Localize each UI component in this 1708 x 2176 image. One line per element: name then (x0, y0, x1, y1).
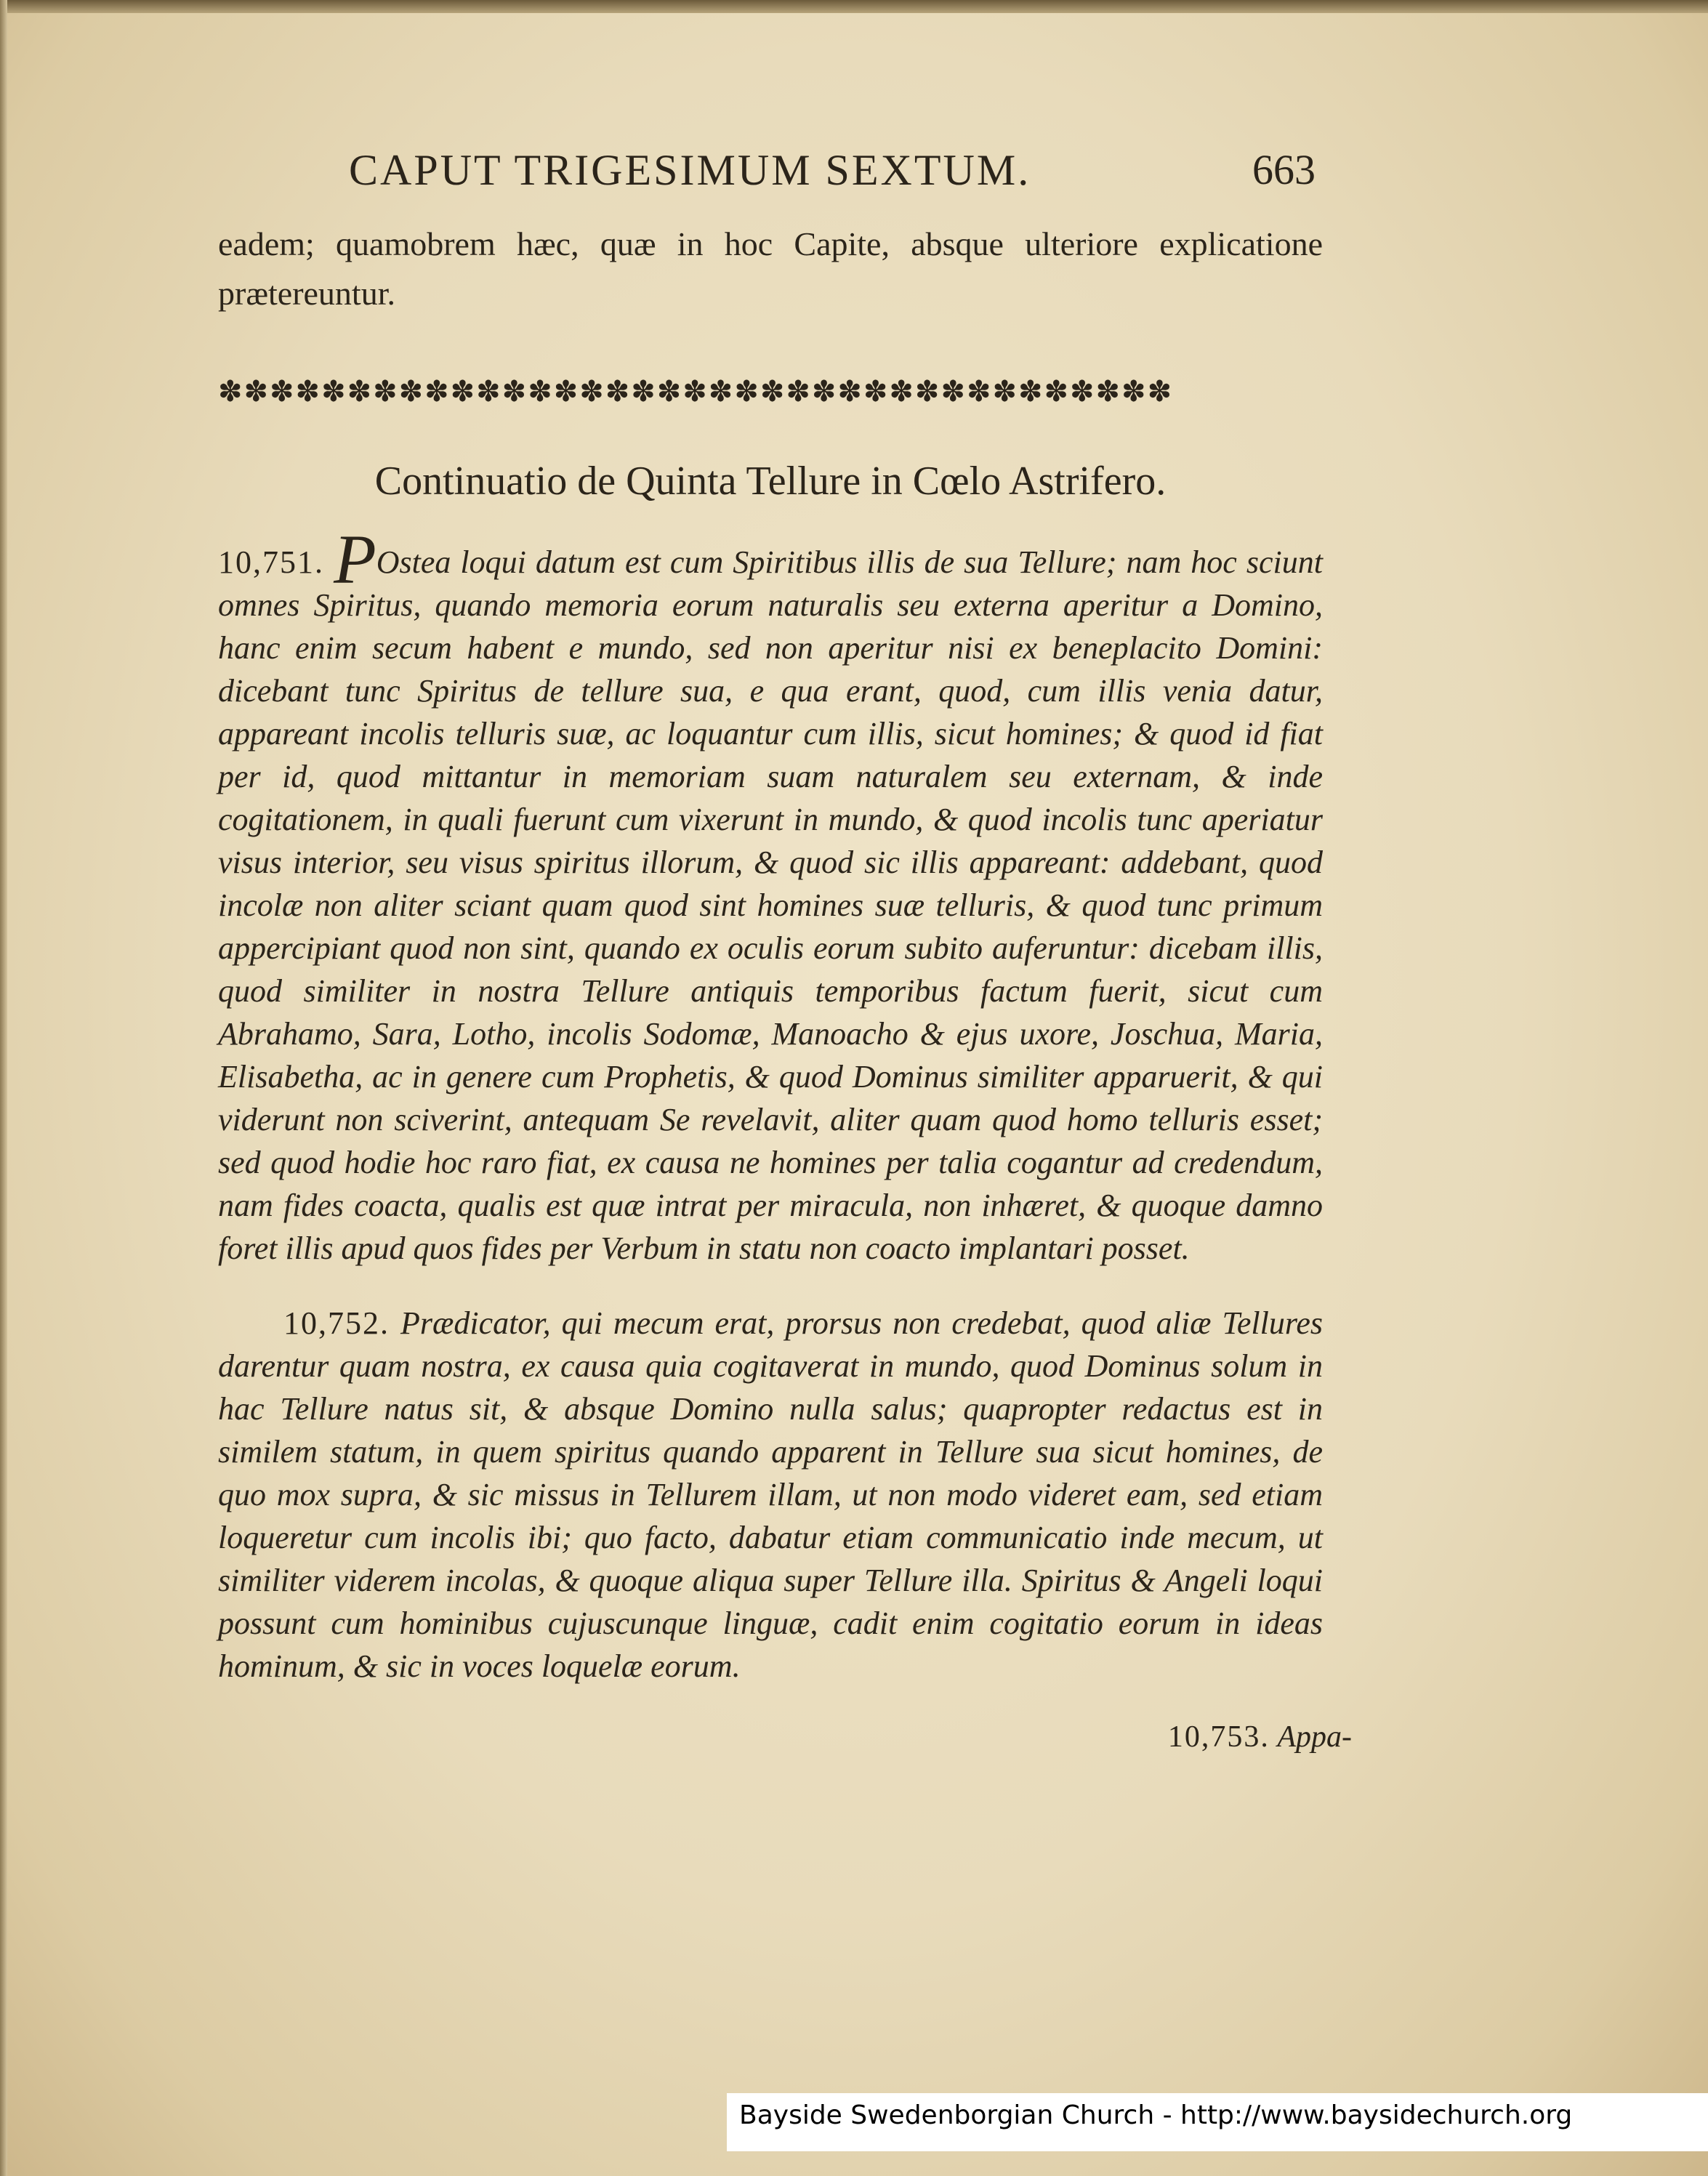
chapter-title: CAPUT TRIGESIMUM SEXTUM. (349, 146, 1031, 194)
page-left-edge (0, 0, 7, 2176)
paragraph-number: 10,752. (283, 1305, 390, 1341)
running-head (218, 145, 1323, 211)
initial-letter: P (334, 520, 376, 598)
paragraph-number: 10,751. (218, 544, 324, 580)
continuation-text: eadem; quamobrem hæc, quæ in hoc Capite, absque ulteriore explicatione prætereuntur. (218, 225, 1323, 312)
paragraph-10751 (218, 520, 1323, 1270)
catchword-text: Appa- (1277, 1720, 1352, 1754)
book-page (218, 145, 1352, 1754)
catchword-number: 10,753. (1167, 1720, 1270, 1754)
page-number: 663 (1252, 146, 1316, 193)
paragraph-10752 (218, 1302, 1323, 1688)
footer-credit: Bayside Swedenborgian Church - http://www.baysidechurch.org (739, 2100, 1573, 2130)
catchword (218, 1720, 1352, 1754)
page-top-edge (0, 0, 1708, 13)
section-heading: Continuatio de Quinta Tellure in Cœlo Astrifero. (374, 459, 1167, 504)
ornament-divider: ✽✽✽✽✽✽✽✽✽✽✽✽✽✽✽✽✽✽✽✽✽✽✽✽✽✽✽✽✽✽✽✽✽✽✽✽✽ (218, 375, 1174, 408)
paragraph-text: Prædicator, qui mecum erat, prorsus non credebat, quod aliæ Tellures darentur quam nostra, ex causa quia cogitaverat in mundo, quod Dominus solum in hac Tellure natus sit, & absque Domino nulla salus; quapropter redactus est in similem statum, in quem spiritus quando apparent in Tellure sua sicut homines, de quo mox supra, & sic missus in Tellurem illam, ut non modo videret eam, sed etiam loqueretur cum incolis ibi; quo facto, dabatur etiam communicatio inde mecum, ut similiter viderem incolas, & quoque aliqua super Tellure illa. Spiritus & Angeli loqui possunt cum hominibus cujuscunque linguæ, cadit enim cogitatio eorum in ideas hominum, & sic in voces loquelæ eorum. (218, 1305, 1324, 1684)
paragraph-text: Ostea loqui datum est cum Spiritibus illis de sua Tellure; nam hoc sciunt omnes Spiritus, quando memoria eorum naturalis seu externa aperitur a Domino, hanc enim secum habent e mundo, sed non aperitur nisi ex beneplacito Domini: dicebant tunc Spiritus de tellure sua, e qua erant, quod, cum illis venia datur, appareant incolis telluris suæ, ac loquantur cum illis, sicut homines; & quod id fiat per id, quod mittantur in memoriam suam naturalem seu externam, & inde cogitationem, in quali fuerunt cum vixerunt in mundo, & quod incolis tunc aperiatur visus interior, seu visus spiritus illorum, & quod sic illis appareant: addebant, quod incolæ non aliter sciant quam quod sint homines suæ telluris, & quod tunc primum appercipiant quod non sint, quando ex oculis eorum subito auferuntur: dicebam illis, quod similiter in nostra Tellure antiquis temporibus factum fuerit, sicut cum Abrahamo, Sara, Lotho, incolis Sodomæ, Manoacho & ejus uxore, Joschua, Maria, Elisabetha, ac in genere cum Prophetis, & quod Dominus similiter apparuerit, & qui viderunt non sciverint, antequam Se revelavit, aliter quam quod homo telluris esset; sed quod hodie hoc raro fiat, ex causa ne homines per talia cogantur ad credendum, nam fides coacta, qualis est quæ intrat per miracula, non inhæret, & quoque damno foret illis apud quos fides per Verbum in statu non coacto implantari posset. (218, 544, 1323, 1266)
